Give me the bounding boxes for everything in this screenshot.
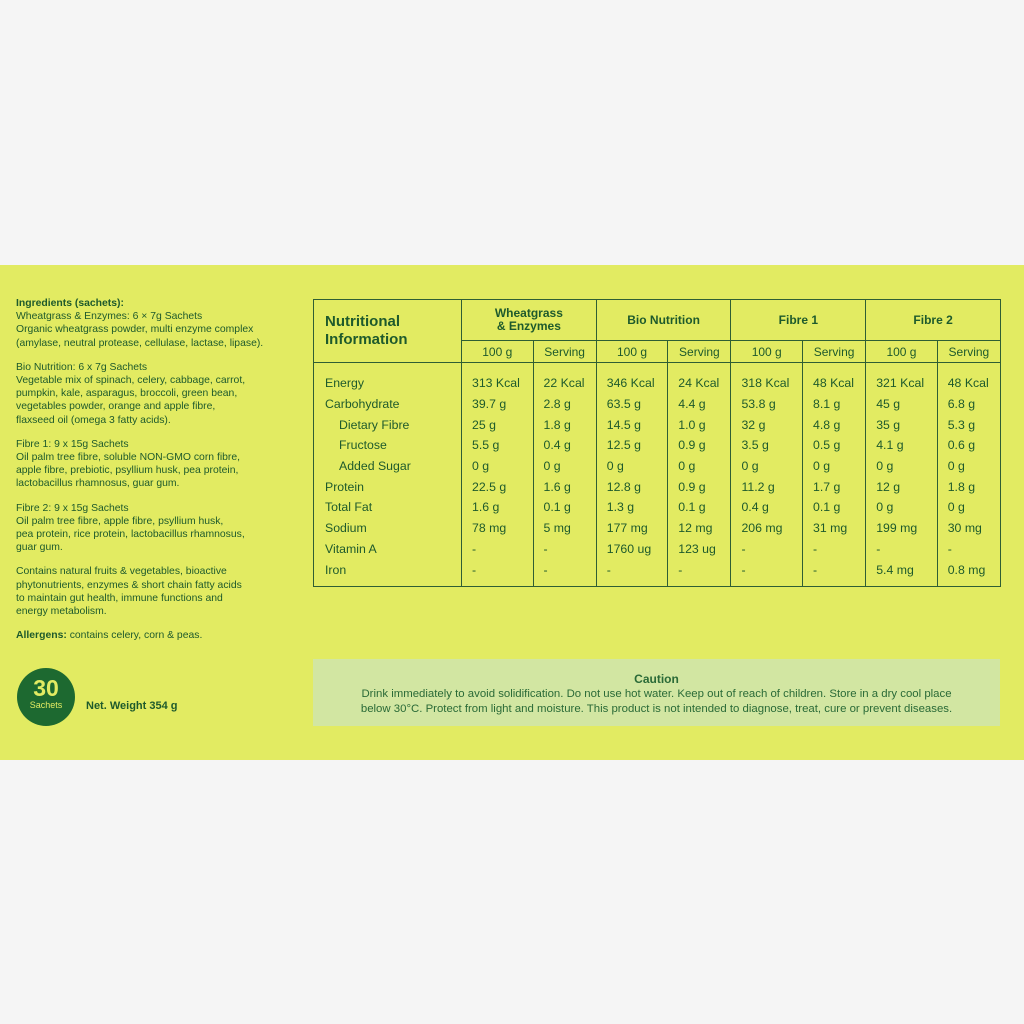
nutrition-row <box>314 456 1001 477</box>
nutrient-value: 0.5 g <box>802 435 865 456</box>
caution-title: Caution <box>634 672 679 686</box>
product-header-fibre-1: Fibre 1 <box>731 300 866 341</box>
nutrient-value: - <box>802 539 865 560</box>
nutrient-value: 6.8 g <box>937 394 1000 415</box>
nutrient-value: 2.8 g <box>533 394 596 415</box>
nutrient-value: 35 g <box>866 414 938 435</box>
ingredient-block-title: Fibre 2: 9 x 15g Sachets <box>16 502 129 514</box>
nutrient-value: 5.5 g <box>462 435 534 456</box>
nutrient-value: - <box>462 539 534 560</box>
ingredient-line: Oil palm tree fibre, apple fibre, psyllium husk, <box>16 515 224 527</box>
nutrient-value: 12 mg <box>668 518 731 539</box>
nutrient-value: 0 g <box>533 456 596 477</box>
nutrient-value: 48 Kcal <box>802 363 865 394</box>
ingredient-line: apple fibre, prebiotic, psyllium husk, pea protein, <box>16 465 239 477</box>
nutrient-value: 0 g <box>462 456 534 477</box>
nutrient-value: - <box>462 559 534 586</box>
nutrient-value: - <box>937 539 1000 560</box>
nutrition-row <box>314 518 1001 539</box>
ingredient-block-title: Wheatgrass & Enzymes: 6 × 7g Sachets <box>16 311 203 323</box>
nutrient-value: 22.5 g <box>462 476 534 497</box>
allergens-statement <box>16 629 306 642</box>
nutrient-value: - <box>533 559 596 586</box>
nutrient-value: - <box>731 539 803 560</box>
nutrition-table-body <box>314 363 1001 587</box>
subheader-serving: Serving <box>802 341 865 363</box>
nutrient-label: Total Fat <box>314 497 462 518</box>
caution-line: Drink immediately to avoid solidification. Do not use hot water. Keep out of reach of children. Store in a dry cool place <box>361 688 952 700</box>
nutrition-row <box>314 476 1001 497</box>
subheader-serving: Serving <box>937 341 1000 363</box>
nutrient-value: - <box>866 539 938 560</box>
nutrient-value: 318 Kcal <box>731 363 803 394</box>
nutrient-label: Carbohydrate <box>314 394 462 415</box>
ingredient-line: lactobacillus rhamnosus, guar gum. <box>16 478 180 490</box>
nutrient-value: 1.8 g <box>937 476 1000 497</box>
nutrient-value: 12.8 g <box>596 476 668 497</box>
nutrient-value: 24 Kcal <box>668 363 731 394</box>
ingredient-block-fibre-1 <box>16 438 306 491</box>
nutrition-row <box>314 414 1001 435</box>
nutrient-value: 14.5 g <box>596 414 668 435</box>
nutrient-value: 0 g <box>731 456 803 477</box>
nutrient-value: 0 g <box>802 456 865 477</box>
nutrient-label: Iron <box>314 559 462 586</box>
nutrient-value: 32 g <box>731 414 803 435</box>
nutrient-value: 0.1 g <box>668 497 731 518</box>
nutrient-value: 0.4 g <box>731 497 803 518</box>
ingredient-block-fibre-2 <box>16 502 306 555</box>
note-line: phytonutrients, enzymes & short chain fatty acids <box>16 579 242 591</box>
nutrient-value: 39.7 g <box>462 394 534 415</box>
allergens-label: Allergens: <box>16 630 67 642</box>
product-header-wheatgrass: Wheatgrass & Enzymes <box>462 300 597 341</box>
note-line: to maintain gut health, immune functions and <box>16 592 223 604</box>
caution-box <box>313 659 1000 726</box>
ingredient-block-title: Bio Nutrition: 6 x 7g Sachets <box>16 361 148 373</box>
sachet-unit: Sachets <box>29 700 63 710</box>
nutrition-row <box>314 363 1001 394</box>
sachet-count-badge <box>17 668 75 726</box>
nutrition-table <box>313 299 1001 587</box>
subheader-serving: Serving <box>533 341 596 363</box>
nutrient-value: 30 mg <box>937 518 1000 539</box>
nutrient-value: - <box>668 559 731 586</box>
nutrient-value: 4.8 g <box>802 414 865 435</box>
nutrient-value: 8.1 g <box>802 394 865 415</box>
nutrient-label: Sodium <box>314 518 462 539</box>
nutrient-value: 346 Kcal <box>596 363 668 394</box>
nutrient-label: Energy <box>314 363 462 394</box>
product-header-fibre-2: Fibre 2 <box>866 300 1001 341</box>
nutrient-value: 0 g <box>937 456 1000 477</box>
sachet-count: 30 <box>33 675 59 701</box>
ingredient-block-bio-nutrition <box>16 361 306 427</box>
allergens-text: contains celery, corn & peas. <box>66 630 203 642</box>
nutrient-label: Added Sugar <box>314 456 462 477</box>
nutrient-value: 177 mg <box>596 518 668 539</box>
nutrient-value: 0 g <box>866 456 938 477</box>
product-header-bio-nutrition: Bio Nutrition <box>596 300 731 341</box>
nutrient-value: 123 ug <box>668 539 731 560</box>
nutrient-label: Protein <box>314 476 462 497</box>
nutrition-row <box>314 394 1001 415</box>
caution-line: below 30°C. Protect from light and moisture. This product is not intended to diagnose, treat, cure or prevent diseases. <box>360 702 953 715</box>
nutrient-value: 1.8 g <box>533 414 596 435</box>
nutrient-value: 206 mg <box>731 518 803 539</box>
nutrient-value: 321 Kcal <box>866 363 938 394</box>
nutrient-value: - <box>802 559 865 586</box>
nutrient-label: Fructose <box>314 435 462 456</box>
nutrient-value: 0.8 mg <box>937 559 1000 586</box>
nutrient-value: 45 g <box>866 394 938 415</box>
nutrient-value: 1760 ug <box>596 539 668 560</box>
subheader-100g: 100 g <box>462 341 534 363</box>
nutrient-value: 4.4 g <box>668 394 731 415</box>
ingredient-line: flaxseed oil (omega 3 fatty acids). <box>16 414 171 426</box>
nutrition-row <box>314 497 1001 518</box>
label-panel <box>0 265 1024 760</box>
nutrient-value: 53.8 g <box>731 394 803 415</box>
ingredient-line: Vegetable mix of spinach, celery, cabbage, carrot, <box>16 375 246 387</box>
nutrient-value: 0 g <box>866 497 938 518</box>
nutrient-value: 12.5 g <box>596 435 668 456</box>
nutrient-value: 63.5 g <box>596 394 668 415</box>
nutrient-value: 5.4 mg <box>866 559 938 586</box>
ingredient-line: pumpkin, kale, asparagus, broccoli, green bean, <box>16 388 238 400</box>
nutrient-value: 1.7 g <box>802 476 865 497</box>
nutrient-value: 0.9 g <box>668 435 731 456</box>
product-header-row <box>314 300 1001 341</box>
subheader-100g: 100 g <box>596 341 668 363</box>
subheader-100g: 100 g <box>731 341 803 363</box>
nutrient-value: 22 Kcal <box>533 363 596 394</box>
nutrient-value: 1.0 g <box>668 414 731 435</box>
nutrient-value: 0.4 g <box>533 435 596 456</box>
subheader-serving: Serving <box>668 341 731 363</box>
nutrient-value: 0.1 g <box>533 497 596 518</box>
nutrient-label: Dietary Fibre <box>314 414 462 435</box>
nutrient-value: 0.1 g <box>802 497 865 518</box>
nutrition-row <box>314 435 1001 456</box>
ingredient-note <box>16 565 306 618</box>
nutrient-value: 1.6 g <box>533 476 596 497</box>
nutrient-value: 3.5 g <box>731 435 803 456</box>
nutrient-value: 78 mg <box>462 518 534 539</box>
note-line: Contains natural fruits & vegetables, bioactive <box>16 566 227 578</box>
note-line: energy metabolism. <box>16 606 107 618</box>
nutrient-value: 1.3 g <box>596 497 668 518</box>
net-weight: Net. Weight 354 g <box>86 700 178 712</box>
ingredient-line: Organic wheatgrass powder, multi enzyme complex <box>16 324 254 336</box>
ingredient-line: guar gum. <box>16 542 63 554</box>
nutrient-value: 31 mg <box>802 518 865 539</box>
nutrient-value: 0.6 g <box>937 435 1000 456</box>
ingredient-block-wheatgrass <box>16 310 306 350</box>
nutrition-row <box>314 539 1001 560</box>
nutrition-row <box>314 559 1001 586</box>
nutrient-value: 5.3 g <box>937 414 1000 435</box>
ingredient-line: pea protein, rice protein, lactobacillus rhamnosus, <box>16 529 245 541</box>
nutrient-value: - <box>533 539 596 560</box>
nutrient-value: 199 mg <box>866 518 938 539</box>
nutrient-value: 0 g <box>596 456 668 477</box>
nutrient-value: 313 Kcal <box>462 363 534 394</box>
nutrient-value: - <box>731 559 803 586</box>
ingredient-line: Oil palm tree fibre, soluble NON-GMO corn fibre, <box>16 452 241 464</box>
nutrient-label: Vitamin A <box>314 539 462 560</box>
nutrient-value: 0.9 g <box>668 476 731 497</box>
nutrient-value: 0 g <box>937 497 1000 518</box>
nutrient-value: 4.1 g <box>866 435 938 456</box>
nutrient-value: 25 g <box>462 414 534 435</box>
subheader-100g: 100 g <box>866 341 938 363</box>
caution-text <box>313 687 1000 716</box>
nutrient-value: 11.2 g <box>731 476 803 497</box>
table-title: Nutritional Information <box>314 300 462 363</box>
ingredient-line: vegetables powder, orange and apple fibre, <box>16 401 216 413</box>
ingredients-section <box>16 297 306 642</box>
ingredient-block-title: Fibre 1: 9 x 15g Sachets <box>16 438 129 450</box>
nutrient-value: - <box>596 559 668 586</box>
nutrient-value: 48 Kcal <box>937 363 1000 394</box>
nutrient-value: 12 g <box>866 476 938 497</box>
ingredient-line: (amylase, neutral protease, cellulase, lactase, lipase). <box>16 337 264 349</box>
nutrient-value: 0 g <box>668 456 731 477</box>
nutrient-value: 1.6 g <box>462 497 534 518</box>
ingredients-heading: Ingredients (sachets): <box>16 298 124 309</box>
nutrient-value: 5 mg <box>533 518 596 539</box>
